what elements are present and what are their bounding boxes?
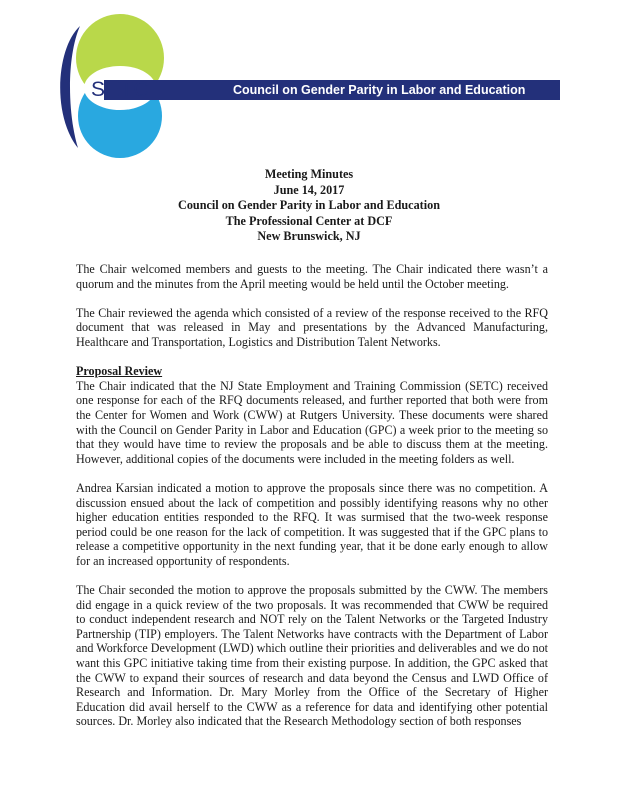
- paragraph-proposal-3: The Chair seconded the motion to approve the proposals submitted by the CWW. The members did engage in a quick review of the two proposals. It was recommended that CWW be required to conduct independent research and NOT rely on the Talent Networks or the Targeted Industry Partnership (TIP) employers. The Talent Networks have contracts with the Department of Labor and Workforce Development (LWD) which outline their priorities and deliverables and we do not want this GPC initiative taking time from their existing purpose. In addition, the GPC asked that the CWW to expand their sources of research and data beyond the Census and LWD Office of Research and Information. Dr. Mary Morley from the Office of the Secretary of Higher Education did avail herself to the CWW as a reference for data and identifying other potential sources. Dr. Morley also indicated that the Research Methodology section of both responses: [76, 583, 548, 729]
- venue-name: The Professional Center at DCF: [225, 213, 393, 228]
- letterhead: [0, 0, 618, 160]
- meeting-title-block: [0, 167, 618, 245]
- title-line-1: Meeting Minutes: [264, 167, 354, 181]
- logo-text: SETC: [90, 78, 149, 101]
- minutes-body: [76, 262, 548, 744]
- paragraph-agenda: The Chair reviewed the agenda which consisted of a review of the response received to the RFQ document that was released in May and presentations by the Advanced Manufacturing, Healthcare and Transportation, Logistics and Distribution Talent Networks.: [76, 305, 548, 349]
- venue-location: New Brunswick, NJ: [257, 229, 361, 243]
- meeting-date: June 14, 2017: [273, 182, 345, 197]
- council-name: Council on Gender Parity in Labor and Education: [178, 198, 440, 212]
- paragraph-welcome: The Chair welcomed members and guests to the meeting. The Chair indicated there wasn’t a quorum and the minutes from the April meeting would be held until the October meeting.: [76, 262, 548, 291]
- council-title: Council on Gender Parity in Labor and Education: [233, 83, 526, 97]
- paragraph-proposal-2: Andrea Karsian indicated a motion to approve the proposals since there was no competition. A discussion ensued about the lack of competition and possibly identifying reasons why no other higher education entities responded to the RFQ. It was surmised that the two-week response period could be one reason for the lack of competition. It was suggested that if the GPC plans to release a competitive opportunity in the next funding year, that it be done early enough to allow for an increased opportunity of respondents.: [76, 480, 548, 568]
- section-heading: Proposal Review: [76, 364, 163, 379]
- paragraph-proposal-1: The Chair indicated that the NJ State Employment and Training Commission (SETC) received one response for each of the RFQ documents released, and further reported that both were from the Center for Women and Work (CWW) at Rutgers University. These documents were shared with the Council on Gender Parity in Labor and Education (GPC) a week prior to the meeting so that they would have time to review the proposals and be able to discuss them at the meeting. However, additional copies of the documents were included in the meeting folders as well.: [76, 378, 548, 466]
- proposal-review-section: [76, 364, 548, 729]
